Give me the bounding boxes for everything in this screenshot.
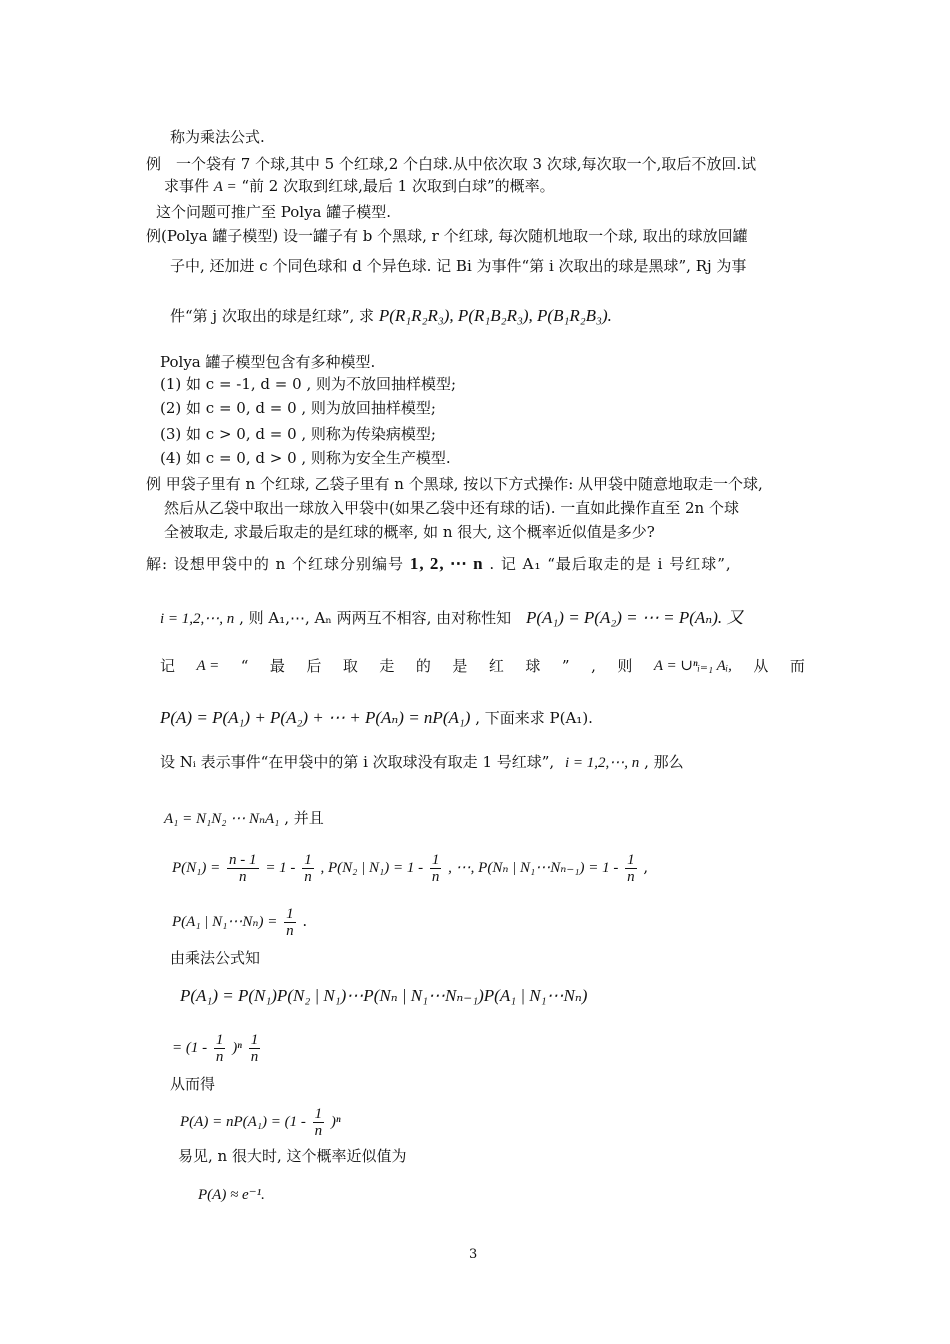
math-span: i = 1,2,⋯, n	[160, 611, 235, 627]
text-line: 全被取走, 求最后取走的是红球的概率, 如 n 很大, 这个概率近似值是多少?	[164, 523, 655, 541]
formula-line	[172, 904, 307, 939]
text-span: , 则 A₁,⋯, Aₙ 两两互不相容, 由对称性知	[239, 609, 512, 627]
math-span: P(A₁) = P(A₂) = ⋯ = P(Aₙ). 又	[525, 608, 744, 627]
page-number: 3	[469, 1247, 478, 1262]
list-item: (4) 如 c = 0, d > 0 , 则称为安全生产模型.	[160, 449, 451, 467]
text-span: ,	[643, 858, 649, 876]
text-line	[160, 608, 743, 629]
denominator: n	[304, 868, 312, 885]
numerator: n - 1	[229, 851, 257, 868]
fraction	[313, 1106, 325, 1139]
numerator: 1	[314, 1105, 323, 1122]
formula-line	[198, 1184, 265, 1205]
fraction	[284, 906, 296, 939]
fraction	[227, 852, 259, 885]
numerator: 1	[250, 1031, 259, 1048]
text-line: 由乘法公式知	[170, 949, 261, 967]
word: 取	[342, 657, 358, 675]
denominator: n	[239, 868, 247, 885]
math-span: P(A) = nP(A₁) = (1 -	[180, 1114, 306, 1130]
word: 最	[269, 657, 285, 675]
text-span: .	[302, 912, 308, 930]
example-line: 例 一个袋有 7 个球,其中 5 个红球,2 个白球.从中依次取 3 次球,每次取一个,取后不放回.试	[146, 155, 757, 173]
math-span: , ⋯, P(Nₙ | N₁⋯Nₙ₋₁) = 1 -	[448, 860, 619, 876]
fraction	[430, 852, 442, 885]
formula-line	[172, 850, 648, 885]
text-span: , 那么	[644, 753, 684, 771]
math-span: = 1 -	[265, 860, 296, 876]
text-line: 这个问题可推广至 Polya 罐子模型.	[156, 203, 392, 221]
text-span: . 记 A₁ “最后取走的是 i 号红球”,	[489, 555, 732, 573]
word: A = ∪ⁿᵢ₌₁ Aᵢ,	[653, 658, 732, 674]
formula-line	[180, 986, 587, 1006]
word: ,	[591, 657, 596, 675]
math-span: A₁ = N₁N₂ ⋯ NₙA₁	[164, 811, 280, 827]
math-span: P(A₁ | N₁⋯Nₙ) =	[172, 914, 278, 930]
denominator: n	[250, 1048, 259, 1065]
text-line: 然后从乙袋中取出一球放入甲袋中(如果乙袋中还有球的话). 一直如此操作直至 2n 个球	[164, 499, 739, 517]
text-line: 称为乘法公式.	[170, 128, 265, 146]
numerator: 1	[215, 1031, 224, 1048]
text-span: , 并且	[284, 809, 324, 827]
formula-line	[164, 808, 324, 829]
math-span: P(N₁) =	[172, 860, 221, 876]
math-span: P(A) = P(A₁) + P(A₂) + ⋯ + P(Aₙ) = nP(A₁)	[160, 708, 471, 727]
word: A =	[196, 658, 220, 674]
word: ”	[561, 657, 570, 675]
list-item: (3) 如 c > 0, d = 0 , 则称为传染病模型;	[160, 425, 436, 443]
math-span: = (1 -	[172, 1040, 208, 1056]
text-line	[160, 752, 684, 773]
formula-line	[180, 1104, 341, 1139]
text-line-justified	[160, 656, 805, 676]
word: 记	[160, 657, 176, 675]
math-span: P(A₁) = P(N₁)P(N₂ | N₁)⋯P(Nₙ | N₁⋯Nₙ₋₁)P(A₁ | N₁⋯Nₙ)	[180, 986, 588, 1005]
math-span: , P(N₂ | N₁) = 1 -	[320, 860, 424, 876]
denominator: n	[286, 922, 294, 939]
denominator: n	[627, 868, 635, 885]
math-span: P(A) ≈ e⁻¹.	[198, 1187, 265, 1203]
text-span: “前 2 次取到红球,最后 1 次取到白球”的概率。	[241, 177, 555, 195]
word: 从	[753, 657, 769, 675]
text-span: 件“第 j 次取出的球是红球”, 求	[170, 307, 375, 325]
fraction	[214, 1032, 226, 1065]
numerator: 1	[627, 851, 635, 868]
text-span: 设 Nᵢ 表示事件“在甲袋中的第 i 次取球没有取走 1 号红球”,	[160, 753, 555, 771]
text-line: 子中, 还加进 c 个同色球和 d 个异色球. 记 Bi 为事件“第 i 次取出的球是黑球”, Rj 为事	[170, 257, 747, 275]
word: 球	[525, 657, 541, 675]
math-span: )ⁿ	[232, 1040, 242, 1056]
math-span: 1, 2, ⋯ n	[409, 554, 484, 573]
word: 走	[379, 657, 395, 675]
list-item: (2) 如 c = 0, d = 0 , 则为放回抽样模型;	[160, 399, 436, 417]
math-span: i = 1,2,⋯, n	[564, 755, 640, 771]
text-line: Polya 罐子模型包含有多种模型.	[160, 353, 376, 371]
denominator: n	[314, 1122, 323, 1139]
word: 红	[488, 657, 504, 675]
fraction	[302, 852, 314, 885]
math-span: P(R₁R₂R₃), P(R₁B₂R₃), P(B₁R₂B₃).	[378, 306, 612, 325]
fraction	[625, 852, 637, 885]
formula-line	[172, 1030, 262, 1065]
math-span: A =	[213, 179, 237, 195]
text-line: 从而得	[170, 1075, 216, 1093]
math-span: )ⁿ	[330, 1114, 341, 1130]
list-item: (1) 如 c = -1, d = 0 , 则为不放回抽样模型;	[160, 375, 457, 393]
text-span: , 下面来求 P(A₁).	[475, 709, 593, 727]
solution-line	[146, 554, 732, 574]
word: 而	[789, 657, 805, 675]
numerator: 1	[304, 851, 312, 868]
example-line: 例(Polya 罐子模型) 设一罐子有 b 个黑球, r 个红球, 每次随机地取一个球, 取出的球放回罐	[146, 227, 748, 245]
text-line	[170, 306, 612, 326]
denominator: n	[431, 868, 440, 885]
numerator: 1	[286, 905, 294, 922]
word: 则	[617, 657, 633, 675]
word: “	[240, 657, 249, 675]
numerator: 1	[431, 851, 440, 868]
example-line: 例 甲袋子里有 n 个红球, 乙袋子里有 n 个黑球, 按以下方式操作: 从甲袋中随意地取走一个球,	[146, 475, 763, 493]
word: 是	[452, 657, 468, 675]
text-line	[164, 176, 555, 197]
fraction	[249, 1032, 261, 1065]
denominator: n	[215, 1048, 224, 1065]
word: 的	[415, 657, 431, 675]
formula-line	[160, 708, 593, 728]
text-line: 易见, n 很大时, 这个概率近似值为	[178, 1147, 407, 1165]
text-span: 解: 设想甲袋中的 n 个红球分别编号	[146, 555, 405, 573]
text-span: 求事件	[164, 177, 210, 195]
word: 后	[306, 657, 322, 675]
